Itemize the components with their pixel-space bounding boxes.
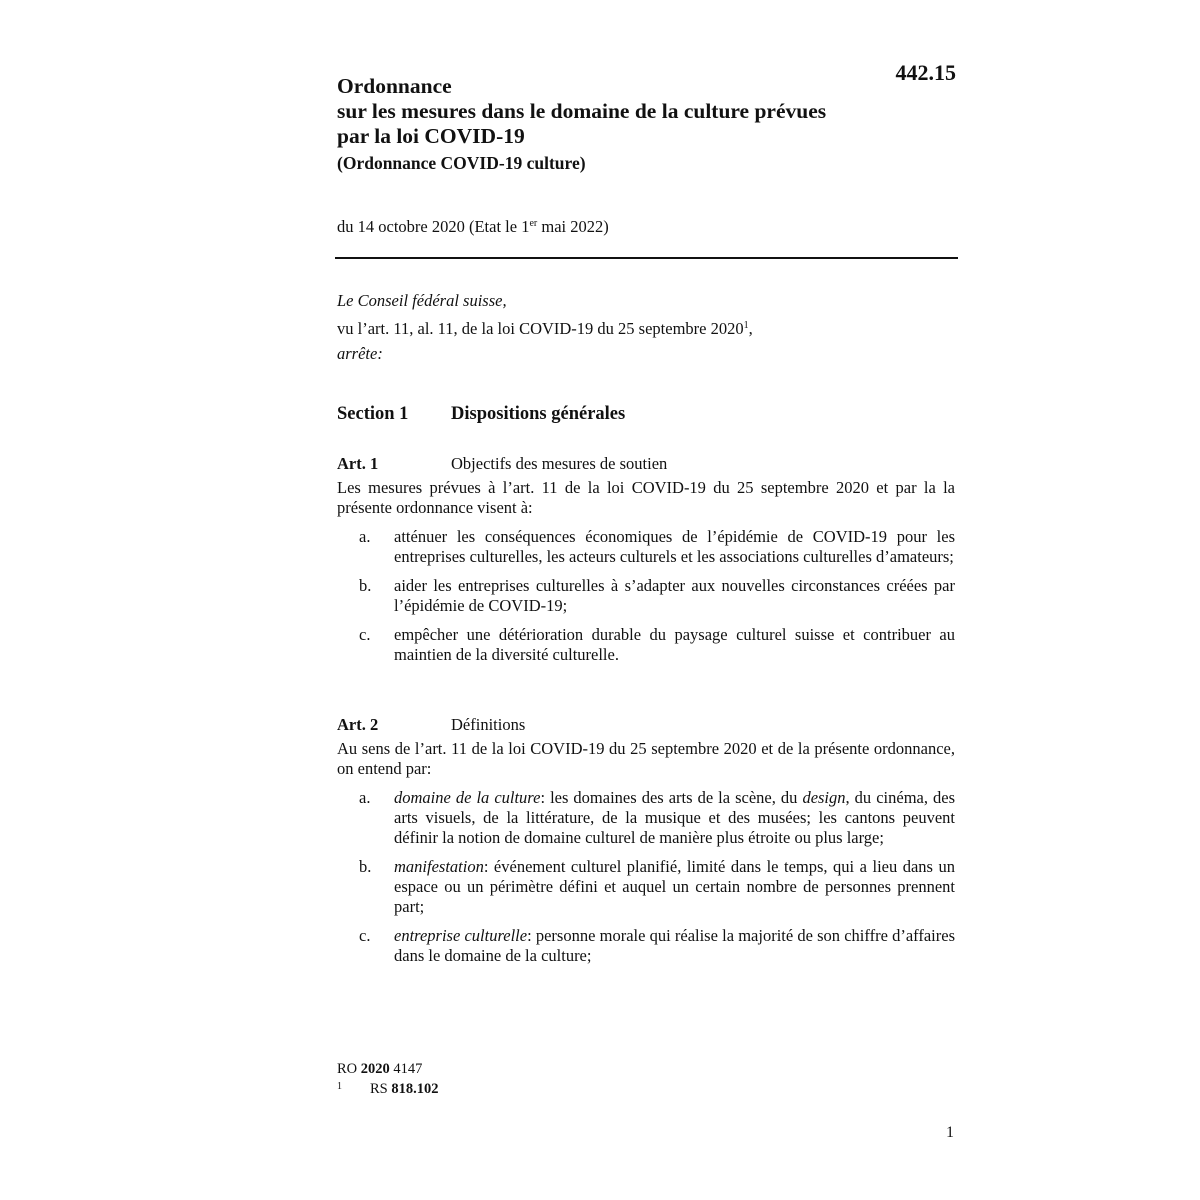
definition-text-continued: , du cinéma, des arts visuels, de la littérature, de la musique et des musées; les cantons peuvent définir la notion de domaine culturel de manière plus étroite ou plus large;: [394, 788, 956, 847]
definition-text: : les domaines des arts de la scène, du: [540, 788, 803, 807]
title-divider: [335, 257, 958, 259]
definition-text: : événement culturel planifié, limité dans le temps, qui a lieu dans un espace ou un périmètre défini et auquel un certain nombre de personnes prennent part;: [394, 857, 955, 916]
definition-term: manifestation: [394, 857, 484, 876]
preamble-decree: arrête:: [337, 344, 383, 363]
date-prefix: du 14 octobre 2020 (Etat le 1: [337, 217, 530, 236]
list-item: [337, 788, 955, 848]
article-1-title: Objectifs des mesures de soutien: [451, 454, 668, 473]
article-2-title: Définitions: [451, 715, 526, 734]
list-item: [337, 625, 955, 665]
list-item-letter: c.: [359, 926, 371, 945]
preamble-basis-text: vu l’art. 11, al. 11, de la loi COVID-19 du 25 septembre 2020: [337, 319, 744, 338]
list-item: [337, 857, 955, 917]
preamble: [337, 288, 753, 366]
list-item-text: aider les entreprises culturelles à s’adapter aux nouvelles circonstances créées par l’épidémie de COVID-19;: [394, 576, 955, 615]
date-superscript: er: [529, 218, 538, 229]
date-line: [337, 217, 609, 237]
article-1: [337, 452, 955, 665]
list-item: [337, 926, 955, 966]
date-suffix: mai 2022): [537, 217, 609, 236]
ro-page: 4147: [389, 1061, 423, 1077]
list-item: [337, 527, 955, 567]
article-2-list: [337, 788, 955, 966]
footnote-1: [337, 1079, 439, 1099]
footnote-1-number[interactable]: 818.102: [391, 1081, 439, 1097]
preamble-authority: Le Conseil fédéral suisse,: [337, 291, 507, 310]
definition-term: domaine de la culture: [394, 788, 541, 807]
preamble-basis-end: ,: [748, 319, 753, 338]
article-2: [337, 713, 955, 966]
page-number: 1: [946, 1124, 954, 1141]
ro-prefix: RO: [337, 1061, 361, 1077]
title-line-1: Ordonnance: [337, 74, 452, 98]
list-item-text: atténuer les conséquences économiques de l’épidémie de COVID-19 pour les entreprises culturelles, les acteurs culturels et les associations culturelles d’amateurs;: [394, 527, 955, 566]
section-number: Section 1: [337, 404, 409, 424]
footnote-1-text: [337, 1081, 439, 1097]
article-2-heading: [337, 713, 955, 737]
list-item-letter: b.: [359, 857, 372, 876]
short-title: (Ordonnance COVID-19 culture): [337, 153, 586, 173]
preamble-basis: [337, 313, 753, 341]
footnote-1-mark: 1: [337, 1081, 342, 1092]
article-1-intro: Les mesures prévues à l’art. 11 de la loi COVID-19 du 25 septembre 2020 et par la la présente ordonnance visent à:: [337, 478, 955, 517]
title-block: [337, 74, 937, 174]
article-1-list: [337, 527, 955, 665]
article-1-heading: [337, 452, 955, 476]
section-title: Dispositions générales: [451, 404, 626, 424]
section-heading: [337, 404, 626, 425]
title-line-3: par la loi COVID-19: [337, 124, 525, 148]
definition-emphasis: design: [802, 788, 846, 807]
definition-term: entreprise culturelle: [394, 926, 528, 945]
ro-year: 2020: [360, 1061, 390, 1077]
list-item-letter: b.: [359, 576, 372, 595]
title-line-2: sur les mesures dans le domaine de la culture prévues: [337, 99, 827, 123]
list-item-letter: c.: [359, 625, 371, 644]
footnote-reference-1[interactable]: 1: [743, 320, 749, 331]
list-item-letter: a.: [359, 788, 371, 807]
article-1-number: Art. 1: [337, 454, 379, 473]
definition-text: : personne morale qui réalise la majorité de son chiffre d’affaires dans le domaine de la culture;: [394, 926, 955, 965]
list-item: [337, 576, 955, 616]
list-item-letter: a.: [359, 527, 371, 546]
footnotes: [337, 1059, 439, 1099]
article-2-number: Art. 2: [337, 715, 379, 734]
article-2-intro: Au sens de l’art. 11 de la loi COVID-19 du 25 septembre 2020 et de la présente ordonnance, on entend par:: [337, 739, 955, 778]
footnote-1-prefix: RS: [370, 1081, 392, 1097]
list-item-text: empêcher une détérioration durable du paysage culturel suisse et contribuer au maintien de la diversité culturelle.: [394, 625, 955, 664]
document-number: 442.15: [895, 60, 956, 85]
official-compilation-reference: [337, 1059, 439, 1079]
